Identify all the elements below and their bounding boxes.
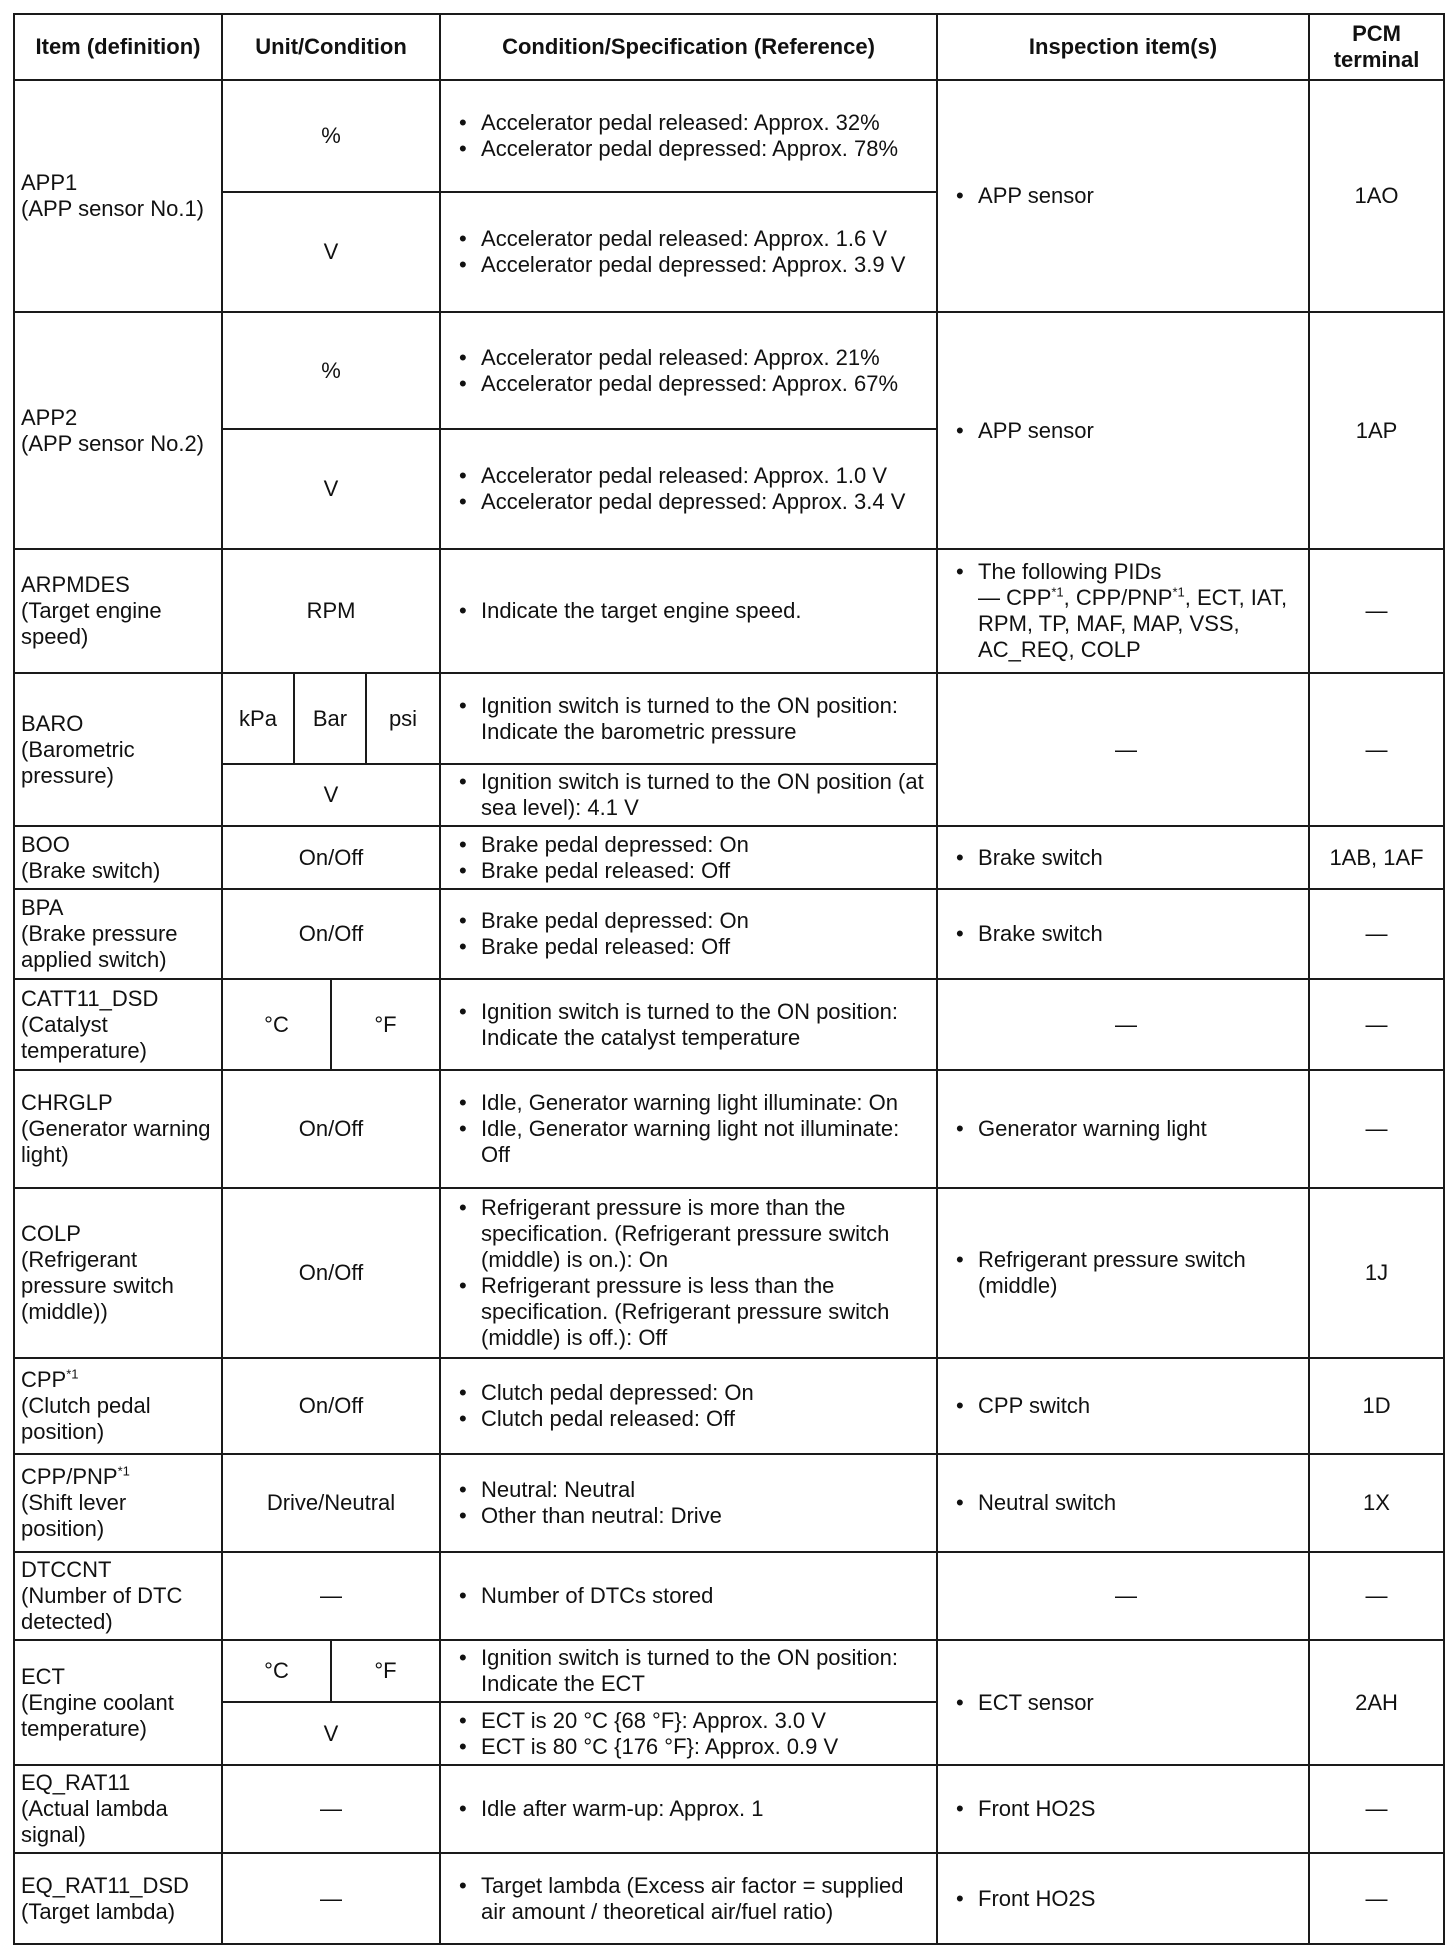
condition-cell bbox=[440, 1765, 937, 1853]
unit-cell: Drive/Neutral bbox=[222, 1454, 440, 1552]
unit-cell: V bbox=[222, 764, 440, 826]
condition-item: • Brake pedal depressed: On bbox=[455, 832, 928, 858]
pcm-terminal-cell: 1AO bbox=[1309, 80, 1444, 312]
pcm-terminal-cell: — bbox=[1309, 1765, 1444, 1853]
item-name: BPA bbox=[21, 895, 64, 920]
condition-cell bbox=[440, 549, 937, 673]
table-row bbox=[14, 312, 1444, 429]
item-definition: (Brake switch) bbox=[21, 857, 161, 883]
inspection-cell bbox=[937, 826, 1309, 889]
item-definition: (Number of DTC detected) bbox=[21, 1583, 183, 1634]
condition-cell bbox=[440, 1454, 937, 1552]
item-cell bbox=[14, 979, 222, 1070]
pcm-terminal-cell: — bbox=[1309, 1552, 1444, 1640]
item-cell bbox=[14, 1454, 222, 1552]
condition-item: • Accelerator pedal depressed: Approx. 78% bbox=[455, 136, 928, 162]
table-row bbox=[14, 1454, 1444, 1552]
footnote-mark: *1 bbox=[1051, 584, 1064, 600]
condition-cell bbox=[440, 1853, 937, 1944]
inspection-cell bbox=[937, 312, 1309, 549]
table-row bbox=[14, 1188, 1444, 1358]
table-row bbox=[14, 1552, 1444, 1640]
footnote-mark: *1 bbox=[1172, 584, 1185, 600]
pcm-terminal-cell: 1X bbox=[1309, 1454, 1444, 1552]
specification-table bbox=[13, 13, 1445, 1945]
item-cell bbox=[14, 826, 222, 889]
item-definition: (APP sensor No.1) bbox=[21, 196, 205, 221]
inspection-cell bbox=[937, 1853, 1309, 1944]
footnote-mark: *1 bbox=[66, 1366, 79, 1382]
unit-cell: % bbox=[222, 312, 440, 429]
item-definition: (APP sensor No.2) bbox=[21, 430, 205, 456]
item-name: EQ_RAT11 bbox=[21, 1770, 131, 1795]
item-cell bbox=[14, 549, 222, 673]
pcm-terminal-cell: 1J bbox=[1309, 1188, 1444, 1358]
item-cell bbox=[14, 312, 222, 549]
item-name: BARO bbox=[21, 710, 84, 736]
pcm-terminal-cell: 1AP bbox=[1309, 312, 1444, 549]
unit-cell: % bbox=[222, 80, 440, 192]
unit-cell-kpa: kPa bbox=[222, 673, 294, 764]
inspection-cell: — bbox=[937, 979, 1309, 1070]
table-row bbox=[14, 673, 1444, 764]
item-definition: (Generator warning light) bbox=[21, 1116, 211, 1167]
unit-cell: V bbox=[222, 1702, 440, 1765]
inspection-cell bbox=[937, 549, 1309, 673]
item-name: COLP bbox=[21, 1221, 81, 1246]
header-inspection: Inspection item(s) bbox=[937, 14, 1309, 80]
condition-item: • Accelerator pedal released: Approx. 1.6 V bbox=[455, 226, 928, 252]
item-cell bbox=[14, 1853, 222, 1944]
condition-item: • Indicate the target engine speed. bbox=[455, 598, 928, 624]
item-name: CHRGLP bbox=[21, 1090, 113, 1115]
unit-cell: V bbox=[222, 192, 440, 312]
condition-cell bbox=[440, 979, 937, 1070]
table-row bbox=[14, 1358, 1444, 1454]
item-name: APP1 bbox=[21, 170, 78, 195]
inspection-cell bbox=[937, 1454, 1309, 1552]
item-definition: (Brake pressure applied switch) bbox=[21, 921, 178, 972]
inspection-item: • Brake switch bbox=[952, 921, 1300, 947]
item-name: CPP$^{*1}$ bbox=[21, 1366, 79, 1392]
condition-cell bbox=[440, 673, 937, 764]
unit-cell: — bbox=[222, 1765, 440, 1853]
item-cell bbox=[14, 1765, 222, 1853]
item-cell bbox=[14, 1070, 222, 1188]
condition-item: • Idle after warm-up: Approx. 1 bbox=[455, 1796, 928, 1822]
unit-cell: On/Off bbox=[222, 1358, 440, 1454]
inspection-item: • Generator warning light bbox=[952, 1116, 1300, 1142]
pcm-terminal-cell: — bbox=[1309, 549, 1444, 673]
condition-item: • ECT is 80 °C {176 °F}: Approx. 0.9 V bbox=[455, 1734, 928, 1760]
table-row bbox=[14, 549, 1444, 673]
header-item: Item (definition) bbox=[14, 14, 222, 80]
table-row bbox=[14, 1765, 1444, 1853]
unit-cell: On/Off bbox=[222, 1070, 440, 1188]
condition-item: • Brake pedal released: Off bbox=[455, 934, 928, 960]
condition-item: • Number of DTCs stored bbox=[455, 1583, 928, 1609]
unit-cell-fahrenheit: °F bbox=[331, 979, 440, 1070]
header-row bbox=[14, 14, 1444, 80]
pcm-terminal-cell: — bbox=[1309, 673, 1444, 826]
inspection-item: • The following PIDs bbox=[952, 559, 1300, 585]
inspection-cell bbox=[937, 80, 1309, 312]
condition-cell bbox=[440, 1702, 937, 1765]
condition-cell bbox=[440, 1552, 937, 1640]
condition-item: • Accelerator pedal depressed: Approx. 3.9 V bbox=[455, 252, 928, 278]
condition-item: • Accelerator pedal released: Approx. 1.0 V bbox=[455, 463, 928, 489]
condition-cell bbox=[440, 1188, 937, 1358]
item-cell bbox=[14, 1640, 222, 1765]
item-name: EQ_RAT11_DSD bbox=[21, 1872, 189, 1898]
inspection-cell: — bbox=[937, 1552, 1309, 1640]
condition-cell bbox=[440, 1640, 937, 1702]
unit-cell: V bbox=[222, 429, 440, 549]
inspection-item: • APP sensor bbox=[952, 183, 1300, 209]
item-definition: (Target lambda) bbox=[21, 1898, 176, 1924]
item-name: CATT11_DSD bbox=[21, 985, 159, 1011]
condition-item: • Idle, Generator warning light illuminate: On bbox=[455, 1090, 928, 1116]
pcm-terminal-cell: — bbox=[1309, 889, 1444, 979]
pcm-terminal-cell: 1D bbox=[1309, 1358, 1444, 1454]
inspection-cell bbox=[937, 1070, 1309, 1188]
inspection-item: • APP sensor bbox=[952, 418, 1300, 444]
inspection-item: • Brake switch bbox=[952, 845, 1300, 871]
table-row bbox=[14, 1853, 1444, 1944]
footnote-mark: *1 bbox=[117, 1463, 130, 1479]
condition-cell bbox=[440, 429, 937, 549]
item-name: ECT bbox=[21, 1663, 65, 1689]
unit-cell-psi: psi bbox=[366, 673, 440, 764]
item-definition: (Refrigerant pressure switch (middle)) bbox=[21, 1247, 174, 1324]
item-definition: (Actual lambda signal) bbox=[21, 1796, 168, 1847]
condition-item: • Target lambda (Excess air factor = supplied air amount / theoretical air/fuel ratio) bbox=[455, 1873, 928, 1925]
header-pcm-terminal: PCM terminal bbox=[1309, 14, 1444, 80]
unit-cell: RPM bbox=[222, 549, 440, 673]
unit-cell: — bbox=[222, 1853, 440, 1944]
unit-cell-celsius: °C bbox=[222, 1640, 331, 1702]
condition-item: • Idle, Generator warning light not illuminate: Off bbox=[455, 1116, 928, 1168]
item-cell bbox=[14, 889, 222, 979]
condition-item: • Accelerator pedal released: Approx. 21% bbox=[455, 345, 928, 371]
condition-cell bbox=[440, 1358, 937, 1454]
condition-cell bbox=[440, 889, 937, 979]
inspection-cell bbox=[937, 1640, 1309, 1765]
item-cell bbox=[14, 673, 222, 826]
condition-cell bbox=[440, 192, 937, 312]
condition-item: • Accelerator pedal depressed: Approx. 67% bbox=[455, 371, 928, 397]
condition-item: • Brake pedal released: Off bbox=[455, 858, 928, 884]
table-row bbox=[14, 80, 1444, 192]
unit-cell: On/Off bbox=[222, 826, 440, 889]
pid-list: — CPP$^{*1}$, CPP/PNP$^{*1}$, ECT, IAT, RPM, TP, MAF, MAP, VSS, AC_REQ, COLP bbox=[978, 584, 1288, 662]
inspection-item: • Refrigerant pressure switch (middle) bbox=[952, 1247, 1300, 1299]
condition-item: • Ignition switch is turned to the ON position: Indicate the catalyst temperature bbox=[455, 999, 928, 1051]
inspection-item: • Front HO2S bbox=[952, 1886, 1300, 1912]
inspection-cell bbox=[937, 1188, 1309, 1358]
item-name: BOO bbox=[21, 831, 70, 857]
item-cell bbox=[14, 80, 222, 312]
item-cell bbox=[14, 1358, 222, 1454]
condition-item: • Neutral: Neutral bbox=[455, 1477, 928, 1503]
condition-item: • ECT is 20 °C {68 °F}: Approx. 3.0 V bbox=[455, 1708, 928, 1734]
inspection-cell: — bbox=[937, 673, 1309, 826]
item-definition: (Target engine speed) bbox=[21, 598, 162, 649]
condition-cell bbox=[440, 1070, 937, 1188]
unit-cell: On/Off bbox=[222, 1188, 440, 1358]
condition-cell bbox=[440, 312, 937, 429]
item-cell bbox=[14, 1188, 222, 1358]
inspection-item: • ECT sensor bbox=[952, 1690, 1300, 1716]
condition-item: • Clutch pedal depressed: On bbox=[455, 1380, 928, 1406]
pcm-terminal-cell: — bbox=[1309, 1853, 1444, 1944]
header-condition: Condition/Specification (Reference) bbox=[440, 14, 937, 80]
item-cell bbox=[14, 1552, 222, 1640]
inspection-item: • Neutral switch bbox=[952, 1490, 1300, 1516]
condition-cell bbox=[440, 80, 937, 192]
condition-cell bbox=[440, 764, 937, 826]
pcm-terminal-cell: 2AH bbox=[1309, 1640, 1444, 1765]
inspection-item: • Front HO2S bbox=[952, 1796, 1300, 1822]
condition-item: • Accelerator pedal released: Approx. 32% bbox=[455, 110, 928, 136]
item-definition: (Clutch pedal position) bbox=[21, 1393, 151, 1444]
table-row bbox=[14, 1640, 1444, 1702]
condition-item: • Refrigerant pressure is more than the specification. (Refrigerant pressure switch (middle) is on.): On bbox=[455, 1195, 928, 1273]
unit-cell: — bbox=[222, 1552, 440, 1640]
condition-item: • Other than neutral: Drive bbox=[455, 1503, 928, 1529]
inspection-cell bbox=[937, 1765, 1309, 1853]
table-row bbox=[14, 889, 1444, 979]
item-name: APP2 bbox=[21, 404, 78, 430]
item-definition: (Barometric pressure) bbox=[21, 736, 135, 788]
inspection-item: • CPP switch bbox=[952, 1393, 1300, 1419]
condition-item: • Ignition switch is turned to the ON position: Indicate the barometric pressure bbox=[455, 693, 928, 745]
inspection-cell bbox=[937, 889, 1309, 979]
condition-cell bbox=[440, 826, 937, 889]
pcm-terminal-cell: — bbox=[1309, 979, 1444, 1070]
inspection-cell bbox=[937, 1358, 1309, 1454]
item-name: CPP/PNP$^{*1}$ bbox=[21, 1463, 130, 1489]
item-name: DTCCNT bbox=[21, 1557, 112, 1582]
condition-item: • Clutch pedal released: Off bbox=[455, 1406, 928, 1432]
unit-cell-celsius: °C bbox=[222, 979, 331, 1070]
item-name: ARPMDES bbox=[21, 572, 130, 597]
unit-cell-bar: Bar bbox=[294, 673, 366, 764]
item-definition: (Shift lever position) bbox=[21, 1490, 127, 1541]
unit-cell-fahrenheit: °F bbox=[331, 1640, 440, 1702]
pcm-terminal-cell: — bbox=[1309, 1070, 1444, 1188]
condition-item: • Brake pedal depressed: On bbox=[455, 908, 928, 934]
condition-item: • Accelerator pedal depressed: Approx. 3.4 V bbox=[455, 489, 928, 515]
table-row bbox=[14, 979, 1444, 1070]
header-unit: Unit/Condition bbox=[222, 14, 440, 80]
unit-cell: On/Off bbox=[222, 889, 440, 979]
table-row bbox=[14, 1070, 1444, 1188]
condition-item: • Ignition switch is turned to the ON position: Indicate the ECT bbox=[455, 1645, 928, 1697]
condition-item: • Refrigerant pressure is less than the specification. (Refrigerant pressure switch (middle) is off.): Off bbox=[455, 1273, 928, 1351]
condition-item: • Ignition switch is turned to the ON position (at sea level): 4.1 V bbox=[455, 769, 928, 821]
item-definition: (Engine coolant temperature) bbox=[21, 1689, 174, 1741]
item-definition: (Catalyst temperature) bbox=[21, 1011, 147, 1063]
table-row bbox=[14, 826, 1444, 889]
pcm-terminal-cell: 1AB, 1AF bbox=[1309, 826, 1444, 889]
